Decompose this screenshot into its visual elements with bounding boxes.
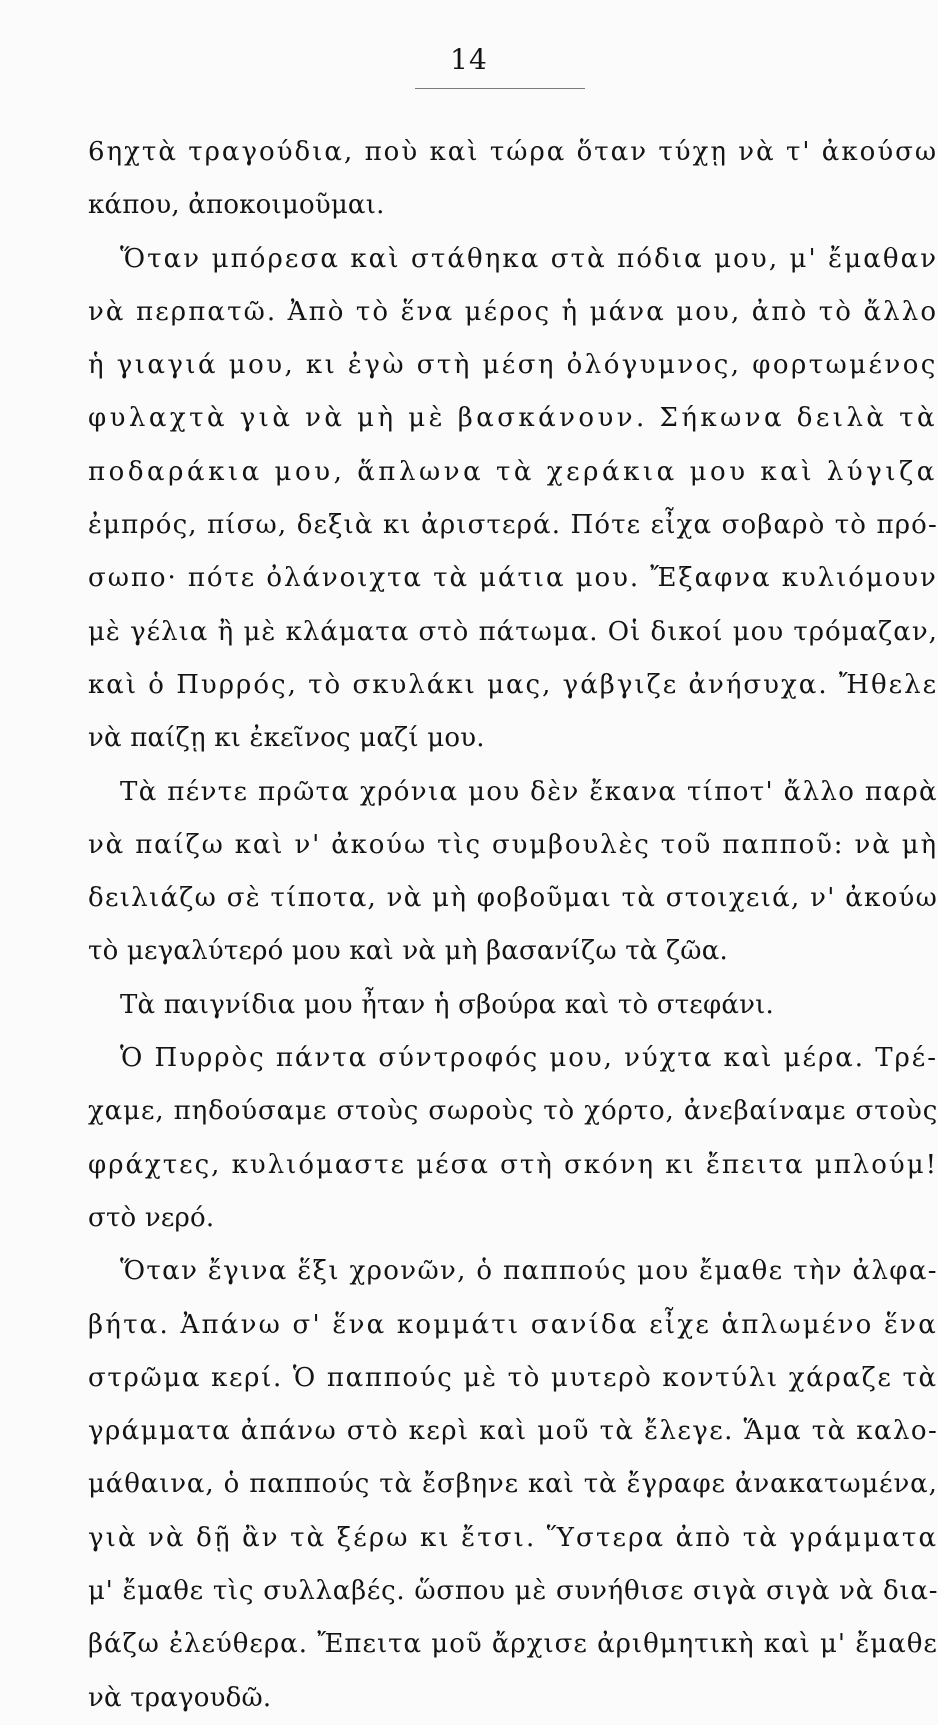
page-number: 14: [450, 43, 488, 76]
text-line: χαμε, πηδούσαμε στοὺς σωροὺς τὸ χόρτο, ἀνεβαίναμε στοὺς: [88, 1096, 938, 1127]
text-line: μὲ γέλια ἢ μὲ κλάματα στὸ πάτωμα. Οἱ δικοί μου τρόμαζαν,: [88, 616, 938, 647]
text-line: ποδαράκια μου, ἅπλωνα τὰ χεράκια μου καὶ λύγιζα: [88, 456, 938, 487]
text-line: σωπο· πότε ὀλάνοιχτα τὰ μάτια μου. Ἔξαφνα κυλιόμουν: [88, 563, 938, 594]
text-line: Ὁ Πυρρὸς πάντα σύντροφός μου, νύχτα καὶ μέρα. Τρέ-: [120, 1043, 938, 1074]
text-line: ἡ γιαγιά μου, κι ἐγὼ στὴ μέση ὀλόγυμνος, φορτωμένος: [88, 350, 938, 381]
text-line: νὰ περπατῶ. Ἀπὸ τὸ ἕνα μέρος ἡ μάνα μου, ἀπὸ τὸ ἄλλο: [88, 296, 938, 327]
text-line: βήτα. Ἀπάνω σ' ἕνα κομμάτι σανίδα εἶχε ἁπλωμένο ἕνα: [88, 1309, 938, 1340]
text-line: γράμματα ἀπάνω στὸ κερὶ καὶ μοῦ τὰ ἔλεγε. Ἅμα τὰ καλο-: [88, 1416, 938, 1447]
text-line: τὸ μεγαλύτερό μου καὶ νὰ μὴ βασανίζω τὰ ζῶα.: [88, 936, 728, 967]
header-rule: [415, 88, 585, 89]
text-line: φυλαχτὰ γιὰ νὰ μὴ μὲ βασκάνουν. Σήκωνα δειλὰ τὰ: [88, 403, 938, 434]
text-line: μάθαινα, ὁ παππούς τὰ ἔσβηνε καὶ τὰ ἔγραφε ἀνακατωμένα,: [88, 1469, 938, 1500]
text-line: δειλιάζω σὲ τίποτα, νὰ μὴ φοβοῦμαι τὰ στοιχειά, ν' ἀκούω: [88, 883, 938, 914]
text-line: στὸ νερό.: [88, 1202, 215, 1233]
text-line: Τὰ πέντε πρῶτα χρόνια μου δὲν ἔκανα τίποτ' ἄλλο παρὰ: [120, 776, 938, 807]
text-line: μ' ἔμαθε τὶς συλλαβές. ὥσπου μὲ συνήθισε σιγὰ σιγὰ νὰ δια-: [88, 1576, 938, 1607]
text-line: φράχτες, κυλιόμαστε μέσα στὴ σκόνη κι ἔπειτα μπλούμ!: [88, 1149, 938, 1180]
text-line: νὰ τραγουδῶ.: [88, 1682, 272, 1713]
text-line: ἐμπρός, πίσω, δεξιὰ κι ἀριστερά. Πότε εἶχα σοβαρὸ τὸ πρό-: [88, 510, 938, 541]
text-line: Τὰ παιγνίδια μου ἦταν ἡ σβούρα καὶ τὸ στεφάνι.: [120, 989, 775, 1020]
text-line: Ὅταν μπόρεσα καὶ στάθηκα στὰ πόδια μου, μ' ἔμαθαν: [120, 243, 938, 274]
text-line: Ὅταν ἔγινα ἕξι χρονῶν, ὁ παππούς μου ἔμαθε τὴν ἀλφα-: [120, 1256, 938, 1287]
text-line: νὰ παίζω καὶ ν' ἀκούω τὶς συμβουλὲς τοῦ παπποῦ: νὰ μὴ: [88, 829, 938, 860]
text-line: γιὰ νὰ δῇ ἂν τὰ ξέρω κι ἔτσι. Ὕστερα ἀπὸ τὰ γράμματα: [88, 1522, 938, 1553]
text-line: βάζω ἐλεύθερα. Ἔπειτα μοῦ ἄρχισε ἀριθμητικὴ καὶ μ' ἔμαθε: [88, 1629, 938, 1660]
body-text: [88, 126, 938, 1725]
text-line: νὰ παίζῃ κι ἐκεῖνος μαζί μου.: [88, 723, 485, 754]
text-line: κάπου, ἀποκοιμοῦμαι.: [88, 190, 385, 221]
text-line: στρῶμα κερί. Ὁ παππούς μὲ τὸ μυτερὸ κοντύλι χάραζε τὰ: [88, 1362, 938, 1393]
text-line: 6ηχτὰ τραγούδια, ποὺ καὶ τώρα ὅταν τύχῃ νὰ τ' ἀκούσω: [88, 137, 938, 167]
text-line: καὶ ὁ Πυρρός, τὸ σκυλάκι μας, γάβγιζε ἀνήσυχα. Ἤθελε: [88, 669, 938, 700]
